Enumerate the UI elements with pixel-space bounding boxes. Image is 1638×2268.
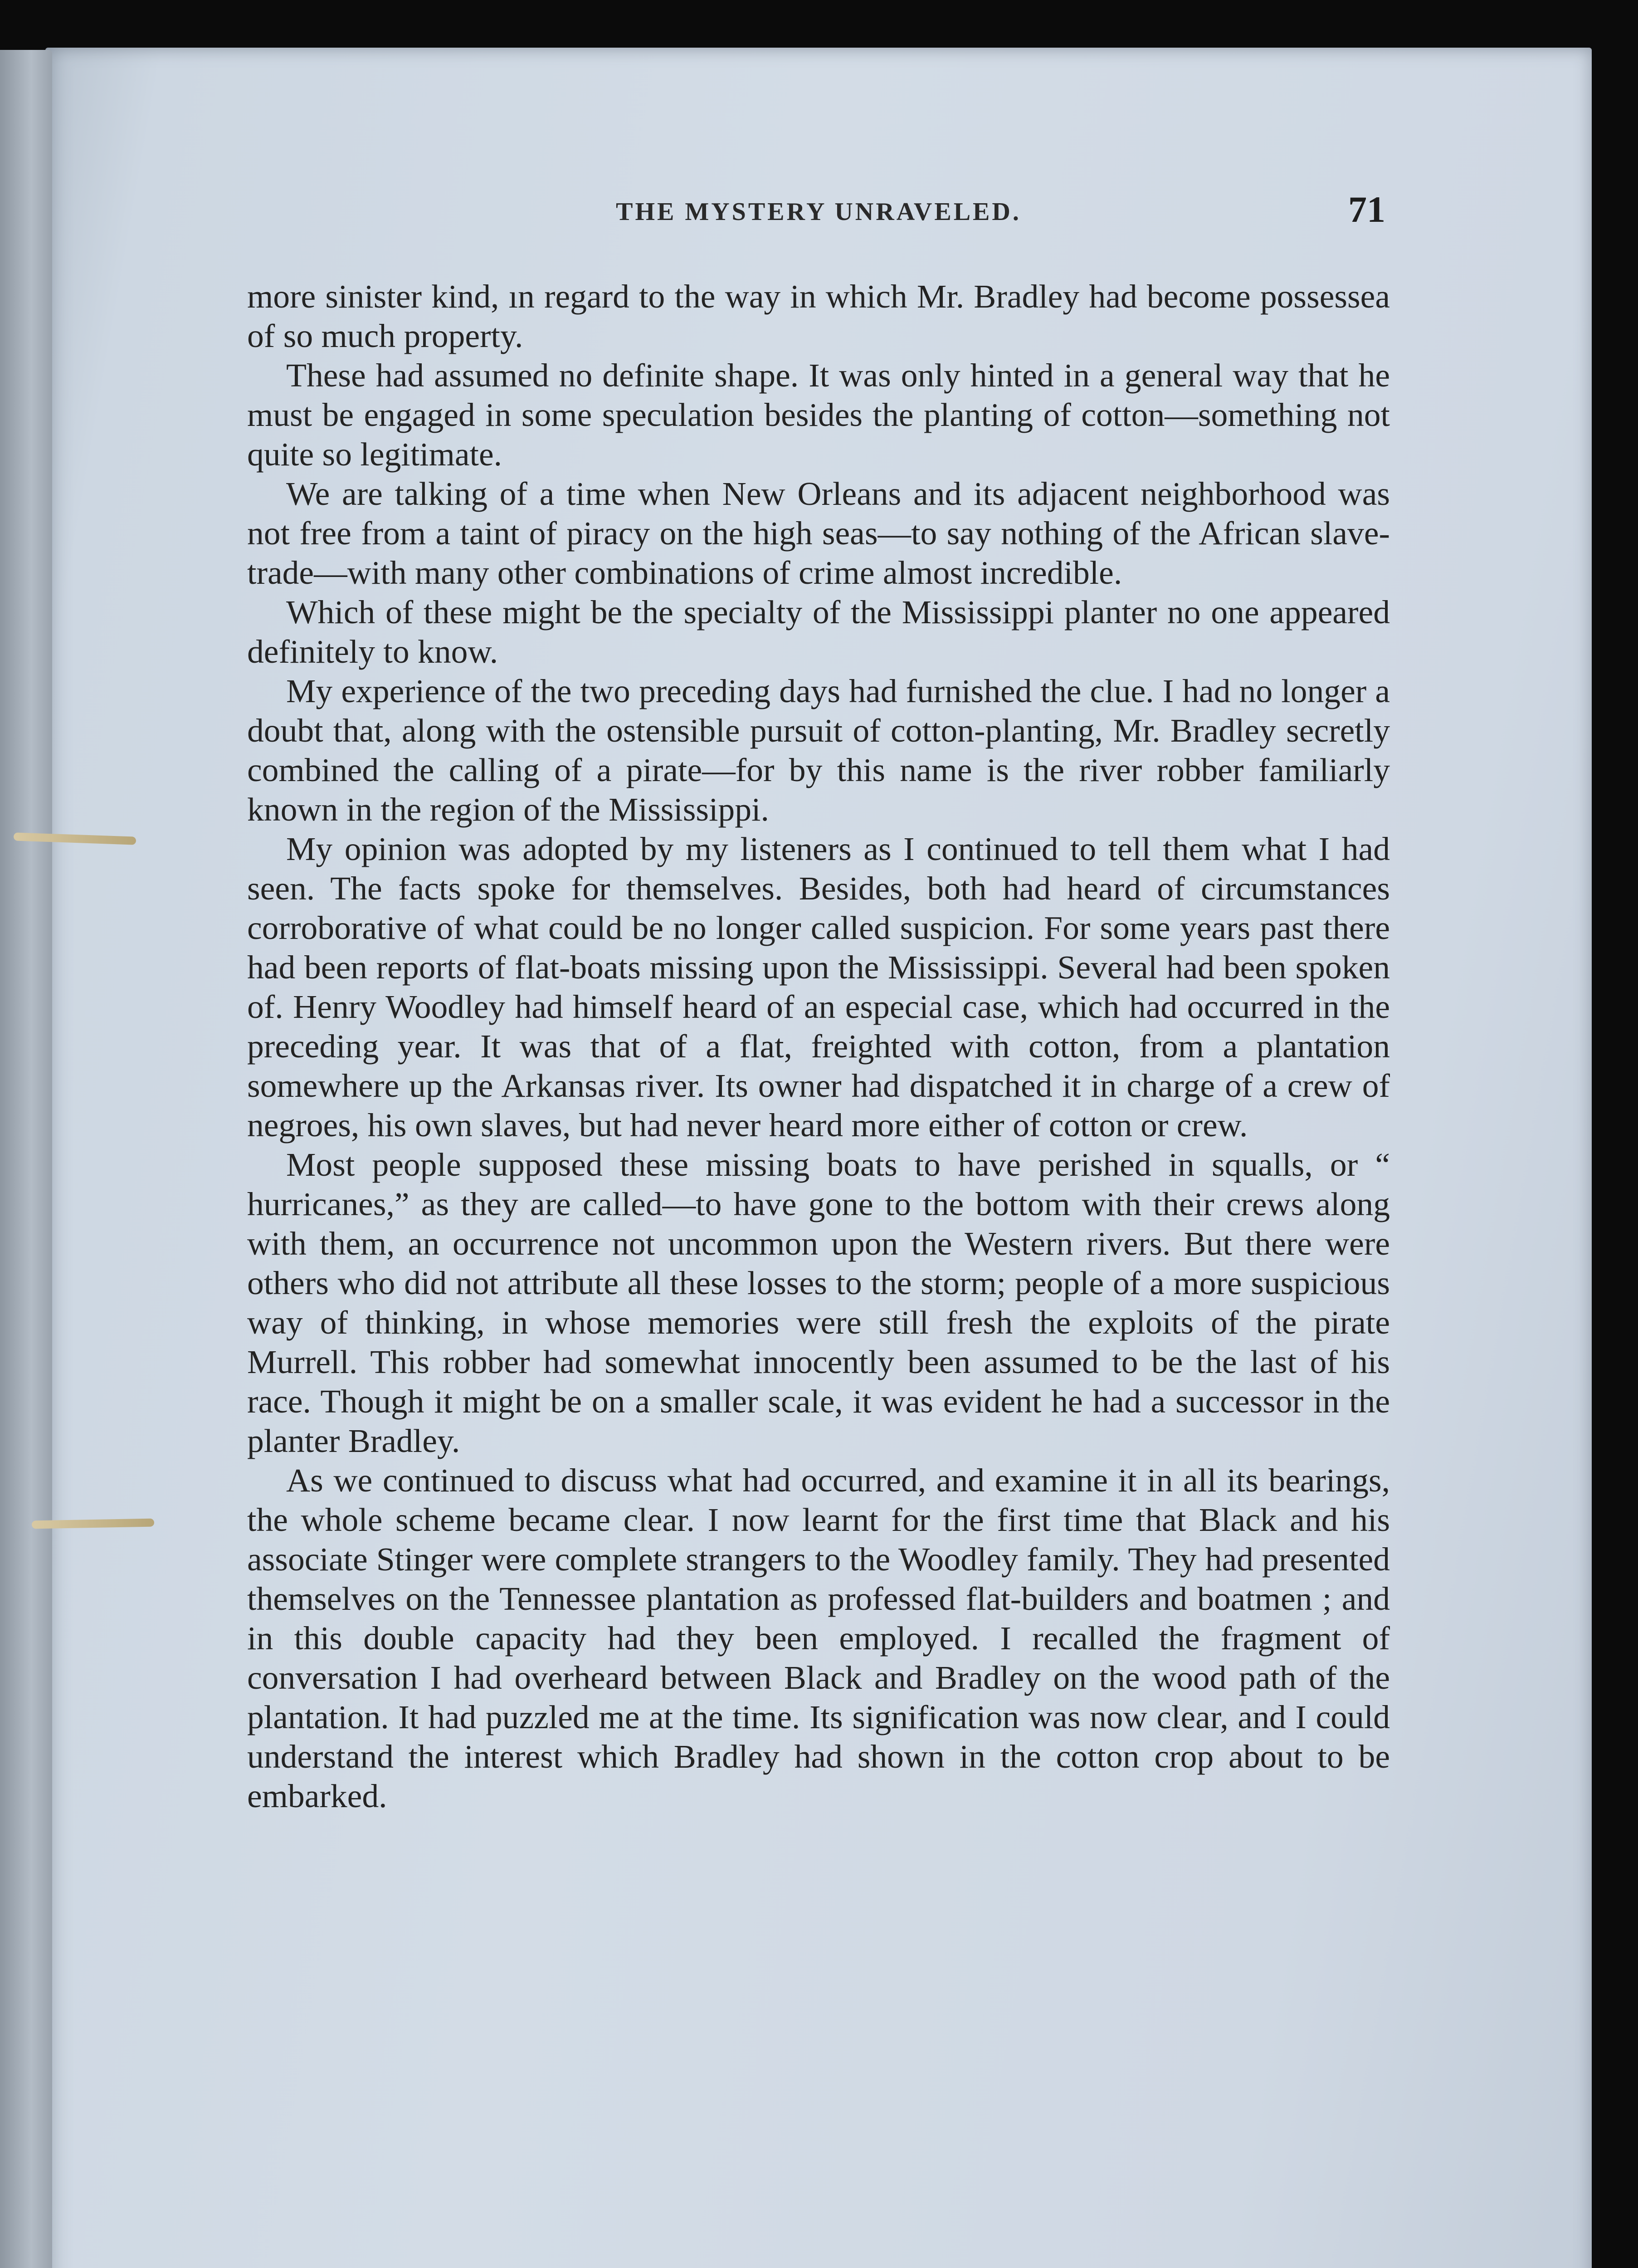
body-text <box>247 277 1390 1816</box>
paragraph: As we continued to discuss what had occurred, and examine it in all its bearings, the whole scheme became clear. I now learnt for the first time that Black and his associate Stinger were complete strangers to the Woodley family. They had presented themselves on the Tennessee plantation as professed flat-builders and boatmen ; and in this double capacity had they been employed. I recalled the fragment of conversation I had overheard between Black and Bradley on the wood path of the plantation. It had puzzled me at the time. Its signification was now clear, and I could understand the interest which Bradley had shown in the cotton crop about to be embarked. <box>247 1461 1390 1814</box>
running-head: THE MYSTERY UNRAVELED. <box>616 198 1021 226</box>
paragraph: My experience of the two preceding days had furnished the clue. I had no longer a doubt that, along with the ostensible pursuit of cotton-planting, Mr. Bradley secretly combined the calling of a pirate—for by this name is the river robber familiarly known in the region of the Mississippi. <box>247 672 1390 828</box>
paragraph: We are talking of a time when New Orleans and its adjacent neighborhood was not free from a taint of piracy on the high seas—to say nothing of the African slave-trade—with many other combinations of crime almost incredible. <box>247 475 1390 591</box>
facing-page-edge <box>0 50 52 2268</box>
paragraph: Most people supposed these missing boats to have perished in squalls, or “ hurricanes,” as they are called—to have gone to the bottom with their crews along with them, an occurrence not uncommon upon the Western rivers. But there were others who did not attribute all these losses to the storm; people of a more suspicious way of thinking, in whose memories were still fresh the exploits of the pirate Murrell. This robber had somewhat innocently been assumed to be the last of his race. Though it might be on a smaller scale, it was evident he had a successor in the planter Bradley. <box>247 1146 1390 1459</box>
paragraph: My opinion was adopted by my listeners as I continued to tell them what I had seen. The facts spoke for themselves. Besides, both had heard of circumstances corroborative of what could be no longer called suspicion. For some years past there had been reports of flat-boats missing upon the Mississippi. Several had been spoken of. Henry Woodley had himself heard of an especial case, which had occurred in the preceding year. It was that of a flat, freighted with cotton, from a plantation somewhere up the Arkansas river. Its owner had dispatched it in charge of a crew of negroes, his own slaves, but had never heard more either of cotton or crew. <box>247 830 1390 1144</box>
paragraph: more sinister kind, ın regard to the way in which Mr. Bradley had become possessea of so much property. <box>247 278 1390 354</box>
paragraph: Which of these might be the specialty of the Mississippi planter no one appeared definitely to know. <box>247 593 1390 670</box>
paragraph: These had assumed no definite shape. It was only hinted in a general way that he must be engaged in some speculation besides the planting of cotton—something not quite so legitimate. <box>247 357 1390 473</box>
page-number: 71 <box>1348 189 1385 230</box>
